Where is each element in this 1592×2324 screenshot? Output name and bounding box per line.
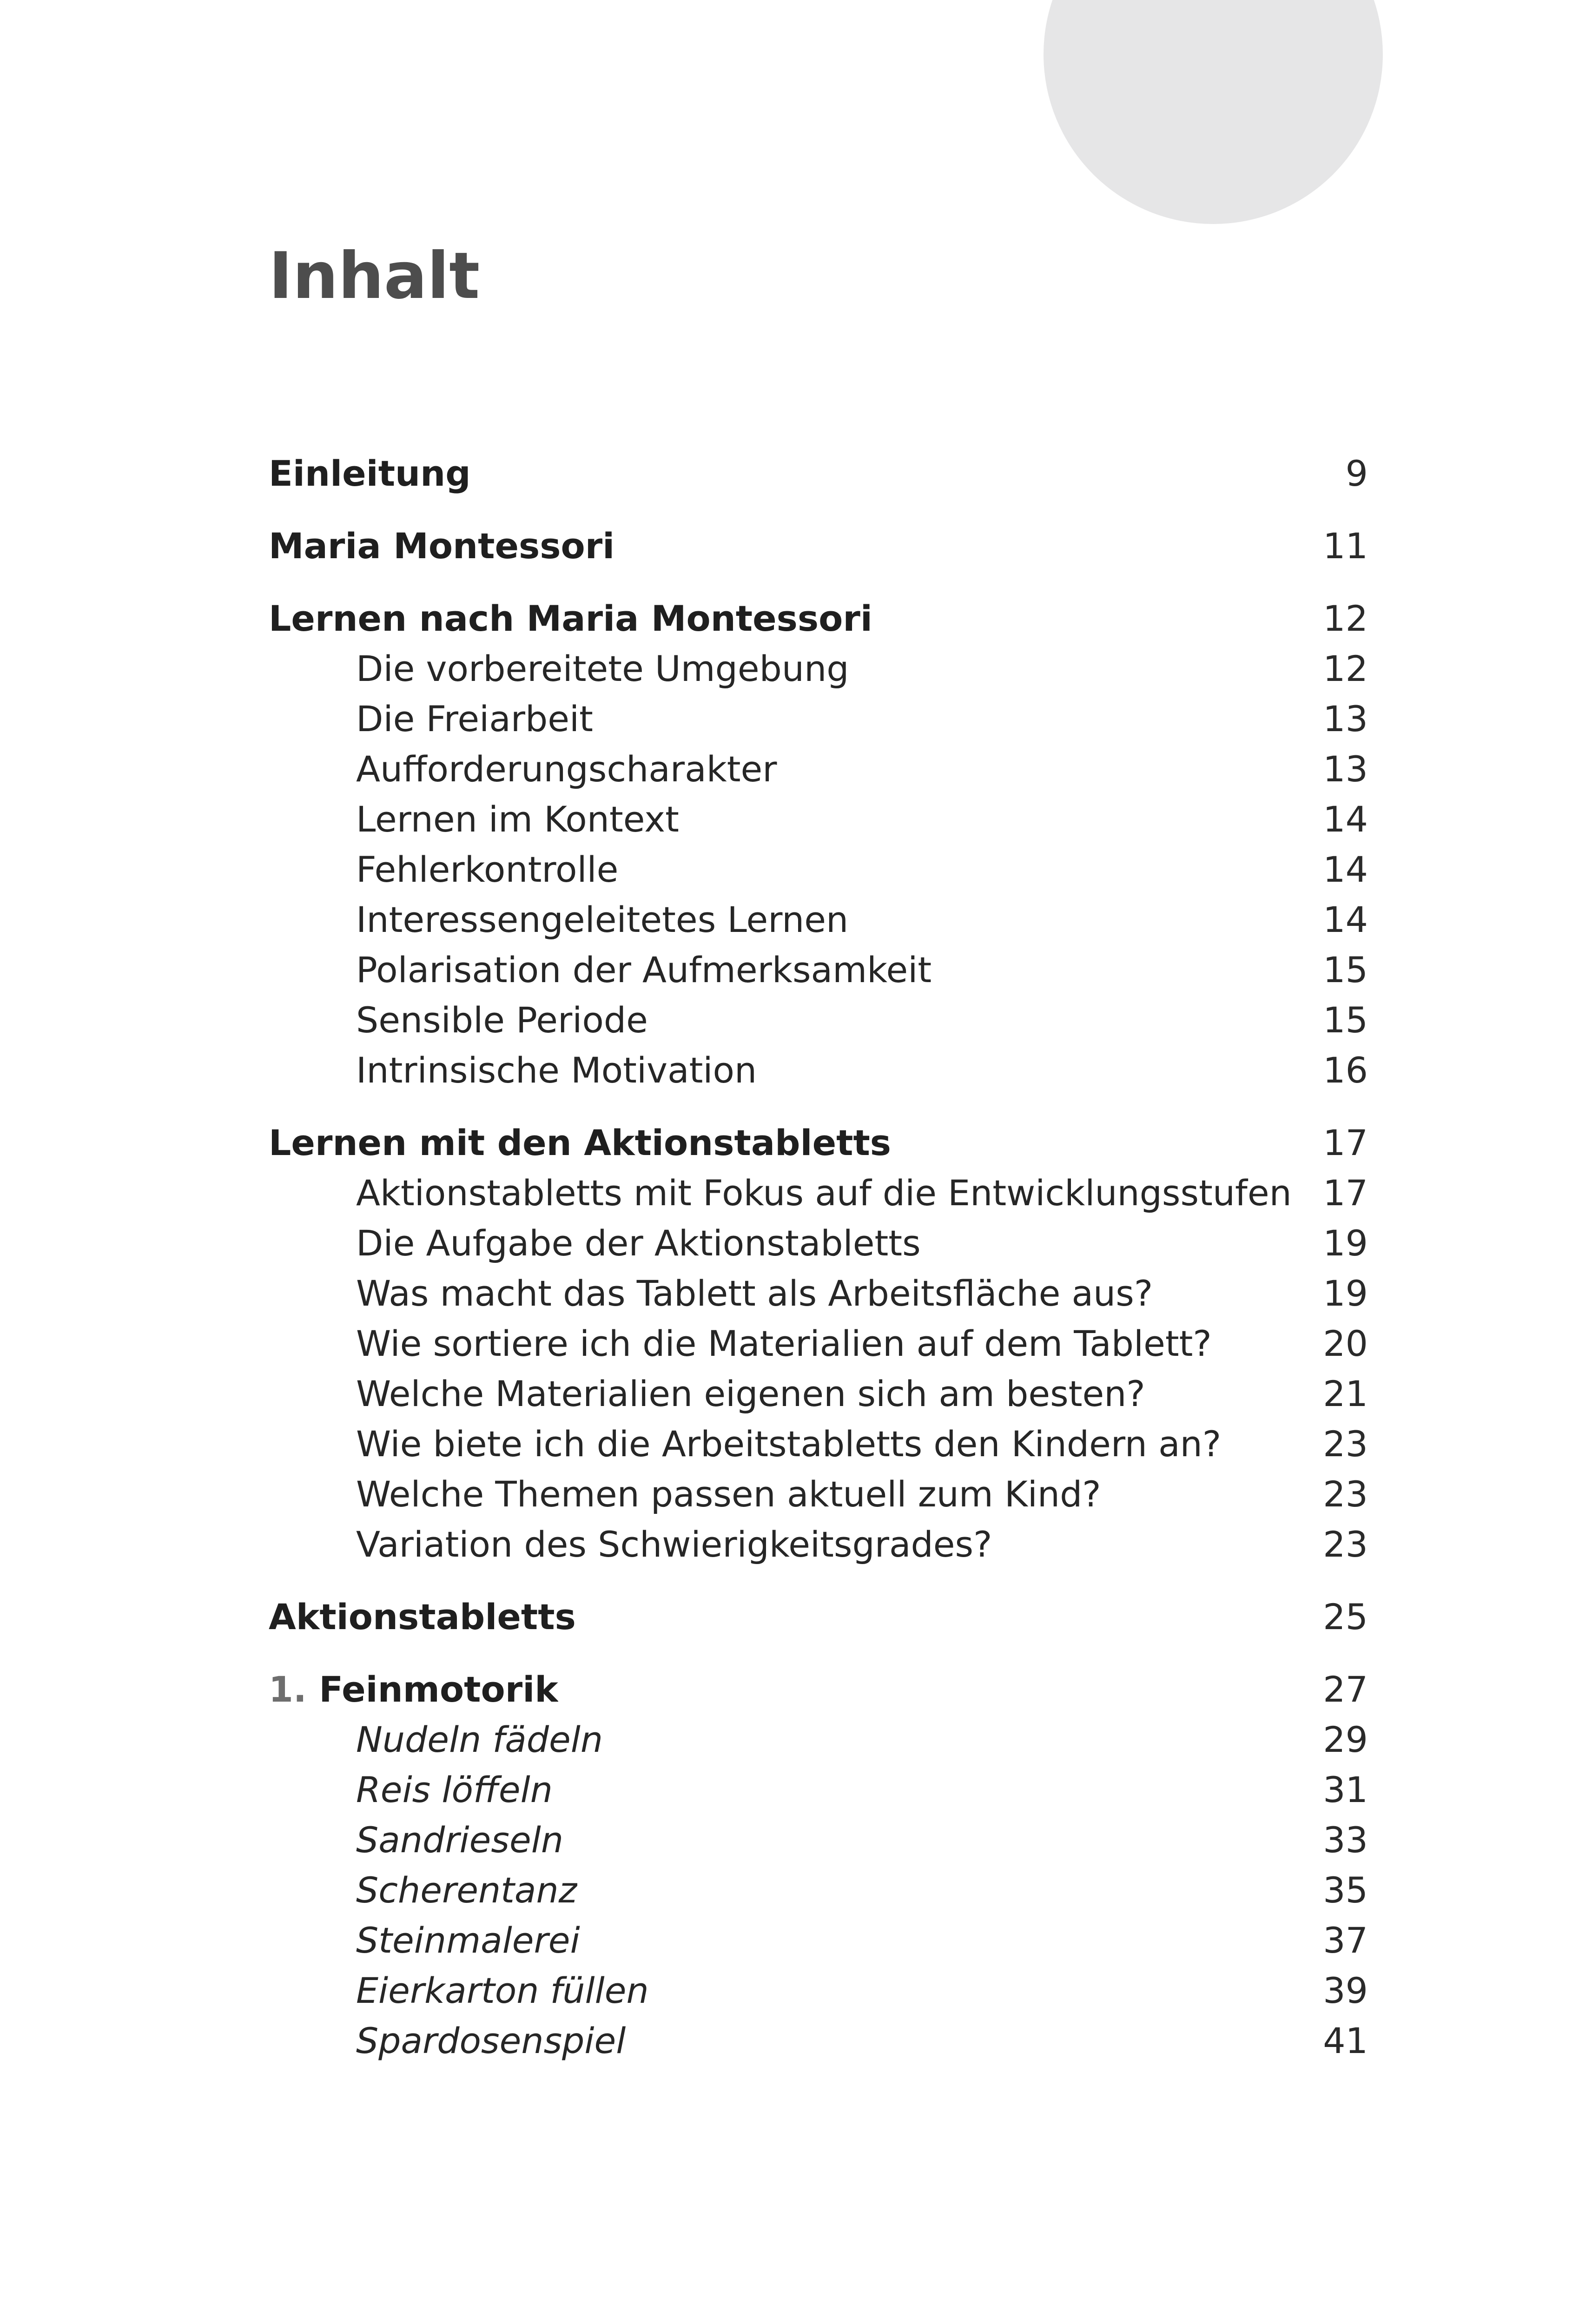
toc-section-lernen <box>269 594 1368 1096</box>
toc-subentry-page: 37 <box>1323 1920 1368 1961</box>
toc-entry-label: Aktionstabletts <box>269 1596 576 1637</box>
toc-subentry <box>269 744 1368 794</box>
toc-subentry <box>269 1915 1368 1966</box>
toc-subentry-page: 39 <box>1323 1970 1368 2011</box>
toc-subentry-page: 29 <box>1323 1719 1368 1760</box>
toc-section-aktionstabletts <box>269 1592 1368 1642</box>
toc-subentry <box>269 1419 1368 1469</box>
chapter-number: 1. <box>269 1669 307 1710</box>
toc-entry-page: 27 <box>1323 1669 1368 1710</box>
toc-subentry-page: 17 <box>1323 1172 1368 1214</box>
toc-entry-page: 25 <box>1323 1596 1368 1637</box>
toc-subentry-label: Wie biete ich die Arbeitstabletts den Kindern an? <box>356 1423 1222 1465</box>
toc-subentry-label: Aktionstabletts mit Fokus auf die Entwicklungsstufen <box>356 1172 1292 1214</box>
toc-subentry-label: Interessengeleitetes Lernen <box>356 899 849 940</box>
toc-entry-label: Maria Montessori <box>269 525 615 567</box>
toc-section-feinmotorik <box>269 1664 1368 2066</box>
toc-subentry-page: 13 <box>1323 748 1368 790</box>
toc-subentry <box>269 1218 1368 1268</box>
toc-entry-label <box>269 1664 558 1715</box>
toc-subentry-label: Lernen im Kontext <box>356 799 679 840</box>
toc-subentry-page: 19 <box>1323 1273 1368 1314</box>
toc-subentry-page: 14 <box>1323 849 1368 890</box>
toc-entry <box>269 1118 1368 1168</box>
toc-subentry-page: 21 <box>1323 1373 1368 1414</box>
toc-subentry <box>269 1715 1368 1765</box>
toc-subentry <box>269 1865 1368 1915</box>
toc-subentry <box>269 794 1368 845</box>
toc-subentry-label: Was macht das Tablett als Arbeitsfläche aus? <box>356 1273 1153 1314</box>
toc-subentry <box>269 1815 1368 1865</box>
toc-subentry-page: 12 <box>1323 648 1368 689</box>
toc-entry-label: Einleitung <box>269 453 471 494</box>
toc-entry-page: 9 <box>1345 453 1368 494</box>
toc-subentry-label: Die Freiarbeit <box>356 698 593 739</box>
toc-subentry-page: 16 <box>1323 1050 1368 1091</box>
toc-subentry <box>269 1966 1368 2016</box>
toc-subentry-label: Steinmalerei <box>356 1920 580 1961</box>
toc-subentry-label: Nudeln fädeln <box>356 1719 603 1760</box>
toc-subentry-label: Aufforderungscharakter <box>356 748 777 790</box>
toc-subentry <box>269 1045 1368 1096</box>
page-title: Inhalt <box>269 238 480 313</box>
toc-subentry <box>269 2016 1368 2066</box>
toc-entry <box>269 1664 1368 1715</box>
toc-subentry <box>269 644 1368 694</box>
toc-entry-page: 17 <box>1323 1122 1368 1163</box>
toc-subentry-label: Sensible Periode <box>356 999 648 1041</box>
chapter-title: Feinmotorik <box>319 1669 558 1710</box>
toc-subentry-page: 14 <box>1323 799 1368 840</box>
toc-section-maria-montessori <box>269 521 1368 571</box>
toc-subentry-label: Fehlerkontrolle <box>356 849 619 890</box>
toc-subentry-label: Welche Themen passen aktuell zum Kind? <box>356 1473 1101 1515</box>
toc-subentry-label: Die vorbereitete Umgebung <box>356 648 849 689</box>
toc-entry-page: 11 <box>1323 525 1368 567</box>
decorative-circle <box>1044 0 1383 224</box>
toc-subentry <box>269 895 1368 945</box>
toc-subentry <box>269 1519 1368 1570</box>
toc-subentry-label: Scherentanz <box>356 1869 577 1911</box>
toc-subentry <box>269 694 1368 744</box>
toc-subentry-label: Sandrieseln <box>356 1819 563 1861</box>
toc-subentry <box>269 1268 1368 1319</box>
toc-subentry <box>269 945 1368 995</box>
toc-subentry <box>269 1319 1368 1369</box>
toc-entry-label: Lernen nach Maria Montessori <box>269 598 872 639</box>
toc-subentry-page: 20 <box>1323 1323 1368 1364</box>
table-of-contents <box>269 449 1368 2088</box>
toc-entry <box>269 449 1368 499</box>
toc-subentry-label: Die Aufgabe der Aktionstabletts <box>356 1222 921 1264</box>
toc-section-einleitung <box>269 449 1368 499</box>
toc-subentry-page: 33 <box>1323 1819 1368 1861</box>
toc-subentry-label: Reis löffeln <box>356 1769 553 1810</box>
toc-subentry-page: 13 <box>1323 698 1368 739</box>
toc-entry <box>269 1592 1368 1642</box>
toc-entry-page: 12 <box>1323 598 1368 639</box>
toc-subentry <box>269 1168 1368 1218</box>
toc-subentry-page: 23 <box>1323 1423 1368 1465</box>
toc-entry <box>269 521 1368 571</box>
toc-subentry-page: 19 <box>1323 1222 1368 1264</box>
toc-entry-label: Lernen mit den Aktionstabletts <box>269 1122 892 1163</box>
toc-subentry-label: Eierkarton füllen <box>356 1970 649 2011</box>
toc-subentry-label: Intrinsische Motivation <box>356 1050 757 1091</box>
toc-entry <box>269 594 1368 644</box>
toc-subentry-page: 23 <box>1323 1473 1368 1515</box>
toc-subentry <box>269 1765 1368 1815</box>
toc-subentry-page: 15 <box>1323 949 1368 990</box>
toc-subentry-page: 23 <box>1323 1524 1368 1565</box>
toc-subentry-label: Variation des Schwierigkeitsgrades? <box>356 1524 992 1565</box>
toc-subentry-page: 31 <box>1323 1769 1368 1810</box>
toc-subentry <box>269 1369 1368 1419</box>
toc-section-lernen-aktionstabletts <box>269 1118 1368 1570</box>
toc-subentry-label: Wie sortiere ich die Materialien auf dem Tablett? <box>356 1323 1212 1364</box>
toc-subentry-page: 35 <box>1323 1869 1368 1911</box>
toc-subentry-page: 14 <box>1323 899 1368 940</box>
toc-subentry-label: Welche Materialien eigenen sich am besten? <box>356 1373 1145 1414</box>
toc-subentry <box>269 1469 1368 1519</box>
toc-subentry-page: 15 <box>1323 999 1368 1041</box>
toc-subentry <box>269 845 1368 895</box>
toc-subentry-label: Polarisation der Aufmerksamkeit <box>356 949 932 990</box>
toc-subentry-label: Spardosenspiel <box>356 2020 626 2061</box>
toc-subentry-page: 41 <box>1323 2020 1368 2061</box>
toc-subentry <box>269 995 1368 1045</box>
